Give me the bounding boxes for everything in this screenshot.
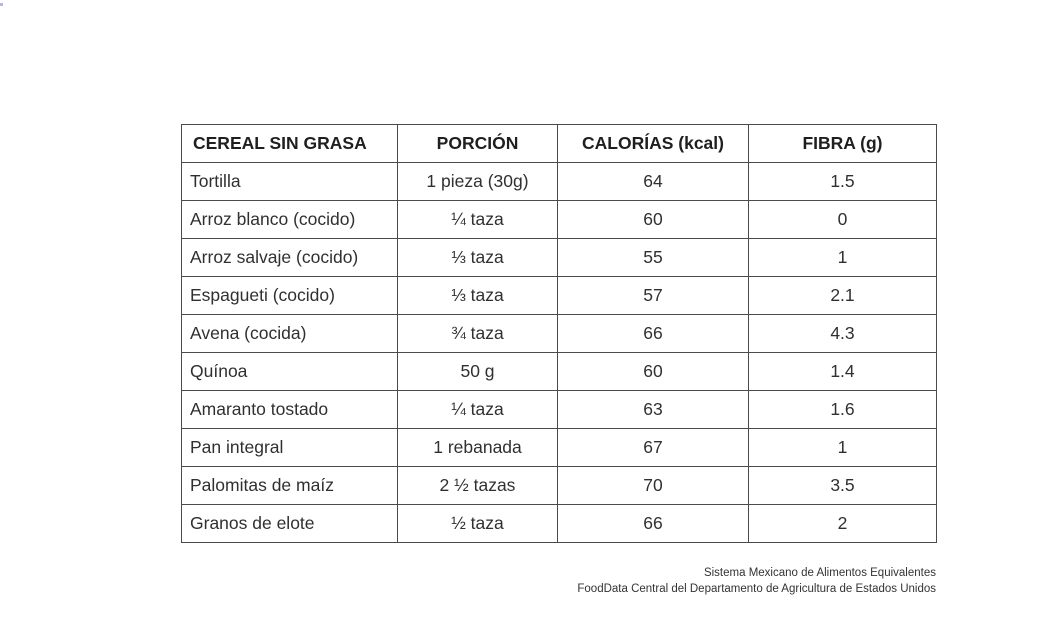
header-porcion: PORCIÓN: [398, 125, 558, 163]
cell-calorias: 67: [558, 429, 749, 467]
cell-porcion: 50 g: [398, 353, 558, 391]
cereal-nutrition-table: [181, 124, 937, 543]
header-fibra: FIBRA (g): [749, 125, 937, 163]
cell-cereal: Granos de elote: [182, 505, 398, 543]
table-row: [182, 467, 937, 505]
cell-porcion: 2 ½ tazas: [398, 467, 558, 505]
cell-fibra: 2.1: [749, 277, 937, 315]
table-row: [182, 239, 937, 277]
cell-fibra: 1.4: [749, 353, 937, 391]
cell-fibra: 4.3: [749, 315, 937, 353]
cell-calorias: 55: [558, 239, 749, 277]
table-row: [182, 429, 937, 467]
header-cereal: CEREAL SIN GRASA: [182, 125, 398, 163]
cell-fibra: 3.5: [749, 467, 937, 505]
cell-cereal: Pan integral: [182, 429, 398, 467]
cell-porcion: ¾ taza: [398, 315, 558, 353]
cell-calorias: 60: [558, 353, 749, 391]
cell-fibra: 2: [749, 505, 937, 543]
cell-cereal: Espagueti (cocido): [182, 277, 398, 315]
table-row: [182, 315, 937, 353]
table-row: [182, 353, 937, 391]
cell-cereal: Quínoa: [182, 353, 398, 391]
table-row: [182, 163, 937, 201]
cell-cereal: Arroz salvaje (cocido): [182, 239, 398, 277]
cell-cereal: Amaranto tostado: [182, 391, 398, 429]
cell-calorias: 63: [558, 391, 749, 429]
cell-calorias: 70: [558, 467, 749, 505]
cell-porcion: ½ taza: [398, 505, 558, 543]
table-row: [182, 505, 937, 543]
cell-porcion: ⅓ taza: [398, 239, 558, 277]
cell-calorias: 66: [558, 315, 749, 353]
cell-porcion: ⅓ taza: [398, 277, 558, 315]
cell-fibra: 1: [749, 429, 937, 467]
cell-calorias: 60: [558, 201, 749, 239]
header-calorias: CALORÍAS (kcal): [558, 125, 749, 163]
cell-calorias: 57: [558, 277, 749, 315]
source-line-fooddata: FoodData Central del Departamento de Agricultura de Estados Unidos: [577, 583, 936, 595]
table-header-row: [182, 125, 937, 163]
cell-cereal: Arroz blanco (cocido): [182, 201, 398, 239]
table-row: [182, 201, 937, 239]
cell-calorias: 64: [558, 163, 749, 201]
sources-note: [577, 565, 936, 597]
cell-porcion: ¼ taza: [398, 201, 558, 239]
cell-cereal: Avena (cocida): [182, 315, 398, 353]
source-line-smae: Sistema Mexicano de Alimentos Equivalentes: [703, 567, 936, 579]
cell-fibra: 1: [749, 239, 937, 277]
cell-calorias: 66: [558, 505, 749, 543]
cell-porcion: 1 pieza (30g): [398, 163, 558, 201]
cell-porcion: ¼ taza: [398, 391, 558, 429]
table-row: [182, 391, 937, 429]
cell-porcion: 1 rebanada: [398, 429, 558, 467]
cell-cereal: Palomitas de maíz: [182, 467, 398, 505]
cell-fibra: 1.6: [749, 391, 937, 429]
cell-fibra: 0: [749, 201, 937, 239]
cell-cereal: Tortilla: [182, 163, 398, 201]
corner-artifact: [0, 3, 3, 6]
cell-fibra: 1.5: [749, 163, 937, 201]
table-row: [182, 277, 937, 315]
